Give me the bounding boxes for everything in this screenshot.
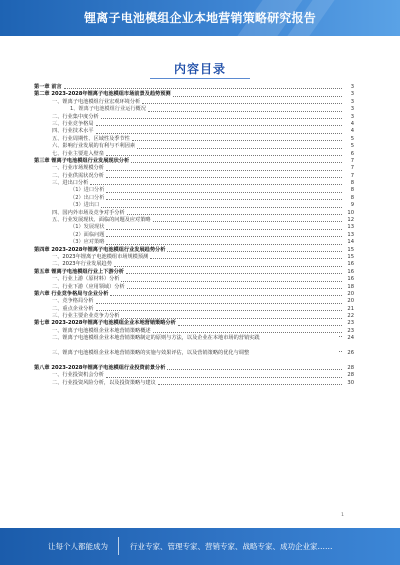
toc-entry-page: 28	[347, 372, 354, 379]
toc-entry-page: 21	[347, 305, 354, 312]
toc-entry[interactable]	[34, 187, 354, 194]
toc-entry[interactable]	[34, 261, 354, 268]
toc-entry-page: 20	[347, 290, 354, 297]
toc-entry-page: 3	[350, 113, 354, 120]
toc-entry-label: 一、锂离子电池模组行业宏观环境分析	[52, 98, 141, 105]
toc-entry-label: 第五章 锂离子电池模组行业上下游分析	[34, 268, 124, 275]
toc-entry-label: 六、影响行业发展的有利与不利因素	[52, 143, 136, 150]
toc-entry-label: 第三章 锂离子电池模组行业发展现状分析	[34, 157, 130, 164]
toc-entry[interactable]	[34, 143, 354, 150]
toc-entry-label: 三、行业主要企业竞争力分析	[52, 313, 120, 320]
table-of-contents	[34, 84, 354, 387]
toc-entry-page: 8	[350, 187, 354, 194]
toc-entry-label: 二、行业集中度分析	[52, 113, 99, 120]
toc-entry-page: 7	[350, 157, 354, 164]
toc-entry-page: 30	[347, 379, 354, 386]
toc-entry-label: 第二章 2023-2028年锂离子电池模组市场前景及趋势预测	[34, 91, 171, 98]
toc-entry[interactable]	[34, 284, 354, 291]
toc-entry-page: 5	[350, 135, 354, 142]
toc-entry[interactable]	[34, 106, 354, 113]
toc-entry-label: 一、竞争格局分析	[52, 298, 94, 305]
toc-entry-label: 三、行业竞争格局	[52, 120, 94, 127]
toc-entry-page: 16	[347, 276, 354, 283]
toc-leader-dots	[178, 324, 342, 326]
toc-entry[interactable]	[34, 380, 354, 387]
toc-entry-page: 8	[350, 180, 354, 187]
toc-entry-label: 二、行业供需状况分析	[52, 172, 104, 179]
toc-entry-label: （3）进出口	[70, 202, 100, 209]
toc-entry-label: 二、行业下游（应用领域）分析	[52, 283, 125, 290]
toc-leader-dots	[142, 102, 342, 104]
toc-entry-label: 四、行业技术水平	[52, 128, 94, 135]
toc-entry-label: （3）应对策略	[70, 239, 105, 246]
toc-entry-page: 16	[347, 261, 354, 268]
toc-entry-label: 一、行业投资机会分析	[52, 372, 104, 379]
toc-entry-label: （2）面临问题	[70, 231, 105, 238]
toc-leader-dots	[339, 335, 342, 337]
toc-leader-dots	[106, 243, 342, 245]
toc-entry-label: （1）进口分析	[70, 187, 105, 194]
footer-banner	[0, 528, 400, 565]
toc-entry-label: 二、2023年行业发展趋势	[52, 261, 112, 268]
toc-entry-page: 15	[347, 253, 354, 260]
toc-heading-underline	[150, 78, 250, 79]
toc-entry-label: 二、行业投资风险分析，以及投资策略与建议	[52, 379, 156, 386]
toc-entry[interactable]	[34, 335, 354, 350]
page-number: 1	[341, 513, 344, 518]
toc-leader-dots	[106, 376, 342, 378]
toc-entry-page: 3	[350, 106, 354, 113]
toc-entry[interactable]	[34, 247, 354, 254]
toc-entry[interactable]	[34, 350, 354, 365]
toc-entry-page: 10	[347, 209, 354, 216]
toc-entry-page: 9	[350, 202, 354, 209]
toc-entry-page: 3	[350, 83, 354, 90]
toc-entry-label: 三、锂离子电池模组企业本地营销策略的实施与效果评估，以及营销策略的优化与调整	[52, 350, 250, 357]
toc-leader-dots	[106, 235, 342, 237]
toc-leader-dots	[106, 198, 342, 200]
toc-leader-dots	[153, 220, 342, 222]
toc-entry[interactable]	[34, 173, 354, 180]
toc-entry-page: 4	[350, 128, 354, 135]
toc-entry-label: 一、锂离子电池模组企业本地营销策略概述	[52, 327, 151, 334]
toc-entry-page: 12	[347, 217, 354, 224]
toc-entry-page: 26	[347, 350, 354, 357]
toc-entry-label: 五、行业周期性、区域性及季节性	[52, 135, 130, 142]
toc-entry-page: 7	[350, 172, 354, 179]
toc-entry-page: 6	[350, 150, 354, 157]
toc-entry-label: 一、行业上游（原材料）分析	[52, 276, 120, 283]
toc-entry-page: 23	[347, 327, 354, 334]
toc-entry-label: 二、锂离子电池模组企业本地营销策略制定的原则与方法，以及企业在本地市场的营销实践	[52, 335, 260, 342]
toc-entry-page: 18	[347, 283, 354, 290]
toc-entry-label: （1）发展现状	[70, 224, 105, 231]
toc-entry-page: 3	[350, 91, 354, 98]
toc-entry[interactable]	[34, 372, 354, 379]
toc-entry-page: 16	[347, 268, 354, 275]
toc-leader-dots	[148, 110, 342, 112]
toc-leader-dots	[137, 147, 342, 149]
toc-entry[interactable]	[34, 276, 354, 283]
toc-leader-dots	[106, 228, 342, 230]
toc-leader-dots	[106, 191, 342, 193]
toc-leader-dots	[106, 154, 342, 156]
toc-entry-label: 七、行业主要进入壁垒	[52, 150, 104, 157]
toc-leader-dots	[64, 87, 342, 89]
toc-entry-label: 一、行业市场规模分析	[52, 165, 104, 172]
toc-entry-page: 7	[350, 165, 354, 172]
toc-leader-dots	[96, 309, 342, 311]
toc-entry-label: 一、2023年锂离子电池模组市场规模预测	[52, 253, 149, 260]
toc-leader-dots	[127, 287, 342, 289]
toc-heading-text: 内容目录	[173, 62, 226, 76]
toc-leader-dots	[110, 294, 342, 296]
toc-entry-page: 4	[350, 120, 354, 127]
toc-entry-page: 3	[350, 98, 354, 105]
toc-entry[interactable]	[34, 210, 354, 217]
toc-heading	[0, 60, 400, 77]
footer-slogan-left: 让每个人都能成为	[48, 542, 108, 551]
toc-entry[interactable]	[34, 239, 354, 246]
toc-entry-page: 15	[347, 246, 354, 253]
toc-entry-label: 第四章 2023-2028年锂离子电池模组行业发展趋势分析	[34, 246, 166, 253]
toc-entry[interactable]	[34, 91, 354, 98]
toc-entry-label: 五、行业发展现状、面临的问题及应对策略	[52, 217, 151, 224]
toc-leader-dots	[121, 280, 342, 282]
toc-entry-page: 5	[350, 143, 354, 150]
toc-entry[interactable]	[34, 114, 354, 121]
toc-entry-page: 13	[347, 224, 354, 231]
toc-entry-label: 四、国内外市场及竞争对手分析	[52, 209, 125, 216]
toc-entry[interactable]	[34, 321, 354, 328]
toc-leader-dots	[96, 124, 342, 126]
toc-leader-dots	[126, 272, 342, 274]
toc-entry-page: 14	[347, 239, 354, 246]
toc-entry[interactable]	[34, 151, 354, 158]
toc-entry-page: 24	[347, 335, 354, 342]
toc-entry[interactable]	[34, 202, 354, 209]
toc-leader-dots	[132, 139, 342, 141]
report-header-banner	[0, 0, 400, 36]
toc-leader-dots	[114, 265, 342, 267]
toc-leader-dots	[106, 176, 342, 178]
toc-entry-label: （2）出口分析	[70, 194, 105, 201]
toc-entry[interactable]	[34, 165, 354, 172]
toc-leader-dots	[101, 117, 342, 119]
toc-leader-dots	[150, 257, 342, 259]
toc-leader-dots	[339, 350, 342, 352]
toc-entry[interactable]	[34, 224, 354, 231]
toc-leader-dots	[121, 317, 342, 319]
toc-leader-dots	[158, 383, 342, 385]
footer-slogan-right: 行业专家、管理专家、营销专家、战略专家、成功企业家……	[130, 542, 333, 551]
toc-entry-label: 第八章 2023-2028年锂离子电池模组行业投资前景分析	[34, 364, 166, 371]
toc-entry-page: 13	[347, 231, 354, 238]
toc-entry-label: 1、锂离子电池模组行业运行概况	[70, 106, 146, 113]
toc-entry-label: 二、重点企业分析	[52, 305, 94, 312]
toc-entry[interactable]	[34, 306, 354, 313]
toc-leader-dots	[96, 302, 342, 304]
footer-divider	[118, 537, 119, 555]
toc-entry-page: 28	[347, 364, 354, 371]
toc-entry-page: 8	[350, 194, 354, 201]
toc-entry-page: 22	[347, 313, 354, 320]
toc-entry-page: 20	[347, 298, 354, 305]
toc-leader-dots	[131, 161, 342, 163]
toc-leader-dots	[90, 183, 342, 185]
toc-leader-dots	[96, 132, 342, 134]
toc-entry-label: 第一章 前言	[34, 83, 62, 90]
toc-entry-label: 第七章 2023-2028年锂离子电池模组企业本地营销策略分析	[34, 320, 176, 327]
toc-leader-dots	[106, 169, 342, 171]
toc-leader-dots	[127, 213, 342, 215]
toc-leader-dots	[167, 368, 342, 370]
toc-leader-dots	[153, 331, 342, 333]
toc-entry-page: 23	[347, 320, 354, 327]
report-title: 锂离子电池模组企业本地营销策略研究报告	[84, 11, 316, 25]
toc-entry[interactable]	[34, 298, 354, 305]
toc-leader-dots	[167, 250, 342, 252]
toc-entry[interactable]	[34, 128, 354, 135]
toc-entry-label: 三、进出口分析	[52, 180, 89, 187]
toc-leader-dots	[101, 206, 342, 208]
toc-entry-label: 第六章 行业竞争格局与企业分析	[34, 290, 109, 297]
toc-leader-dots	[173, 95, 342, 97]
